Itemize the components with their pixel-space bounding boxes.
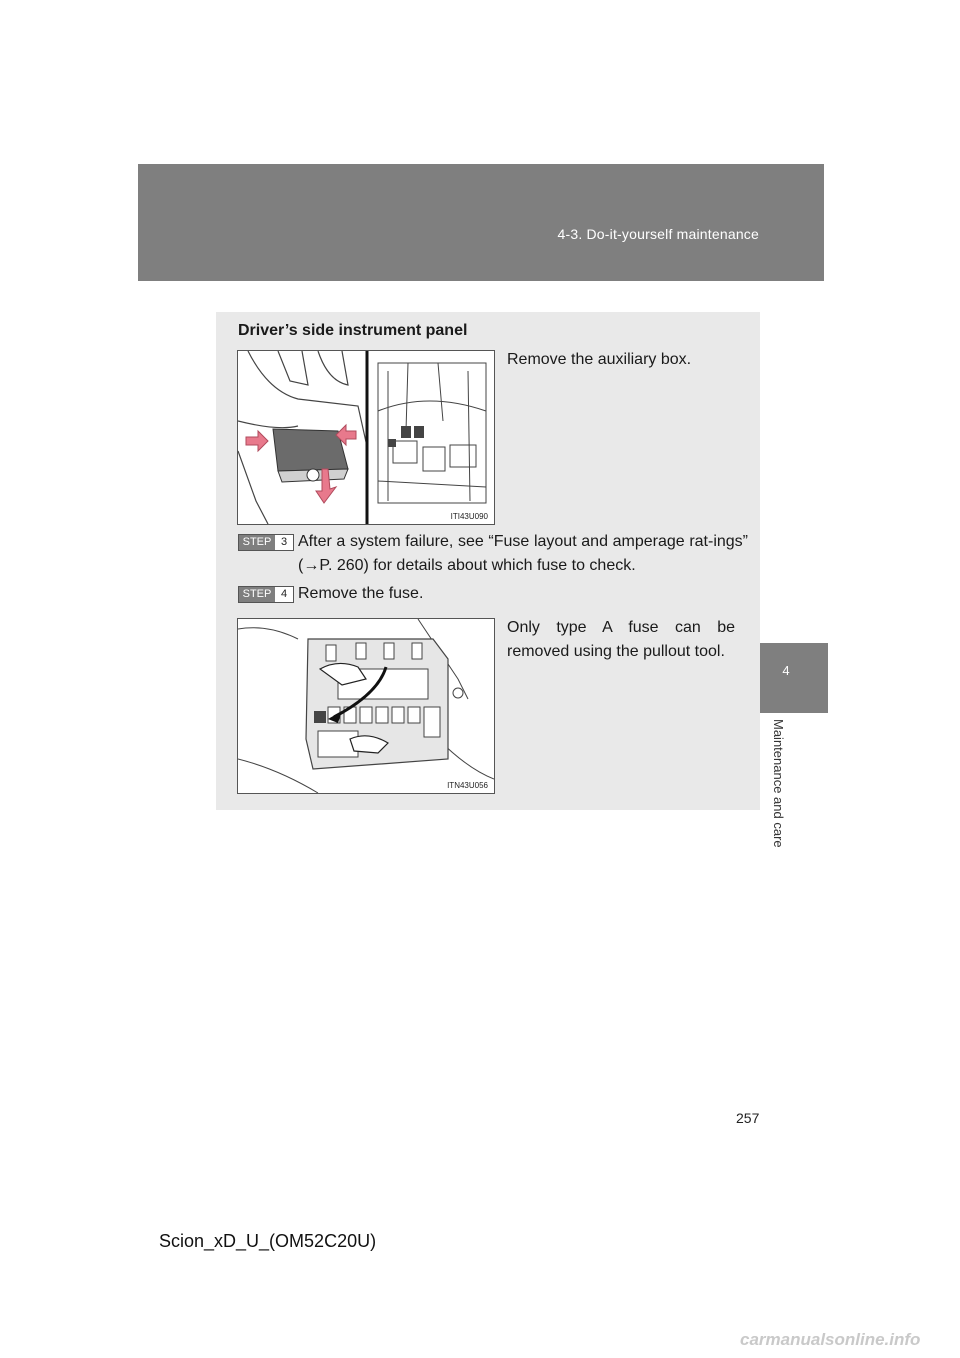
- step-text: After a system failure, see “Fuse layout and amperage rat-ings” (→P. 260) for details about which fuse to check.: [298, 533, 748, 574]
- step-label: STEP: [239, 587, 275, 602]
- page-number: 257: [736, 1110, 760, 1126]
- step-number: 3: [280, 536, 288, 548]
- auxiliary-box-removal-illustration: [237, 350, 495, 525]
- step-number: 4: [280, 588, 288, 600]
- chapter-number: 4: [782, 663, 790, 678]
- step-badge: [238, 586, 294, 603]
- content-panel: [216, 312, 760, 810]
- illustration-code: ITI43U090: [450, 512, 488, 521]
- step-text: Remove the fuse.: [298, 585, 424, 602]
- section-title: Driver’s side instrument panel: [238, 322, 468, 339]
- watermark: carmanualsonline.info: [740, 1330, 921, 1349]
- chapter-label: Maintenance and care: [771, 719, 786, 848]
- instruction-pullout-tool: Only type A fuse can be removed using the pullout tool.: [507, 619, 735, 660]
- fuse-pullout-tool-illustration: [237, 618, 495, 794]
- illustration-code: ITN43U056: [447, 781, 488, 790]
- instruction-remove-box: Remove the auxiliary box.: [507, 351, 692, 368]
- header-band: [138, 164, 824, 281]
- step-3: [238, 530, 748, 578]
- section-header: 4-3. Do-it-yourself maintenance: [557, 226, 759, 242]
- step-label: STEP: [239, 535, 275, 550]
- step-badge: [238, 534, 294, 551]
- model-code: Scion_xD_U_(OM52C20U): [159, 1231, 377, 1251]
- step-4: [238, 582, 748, 606]
